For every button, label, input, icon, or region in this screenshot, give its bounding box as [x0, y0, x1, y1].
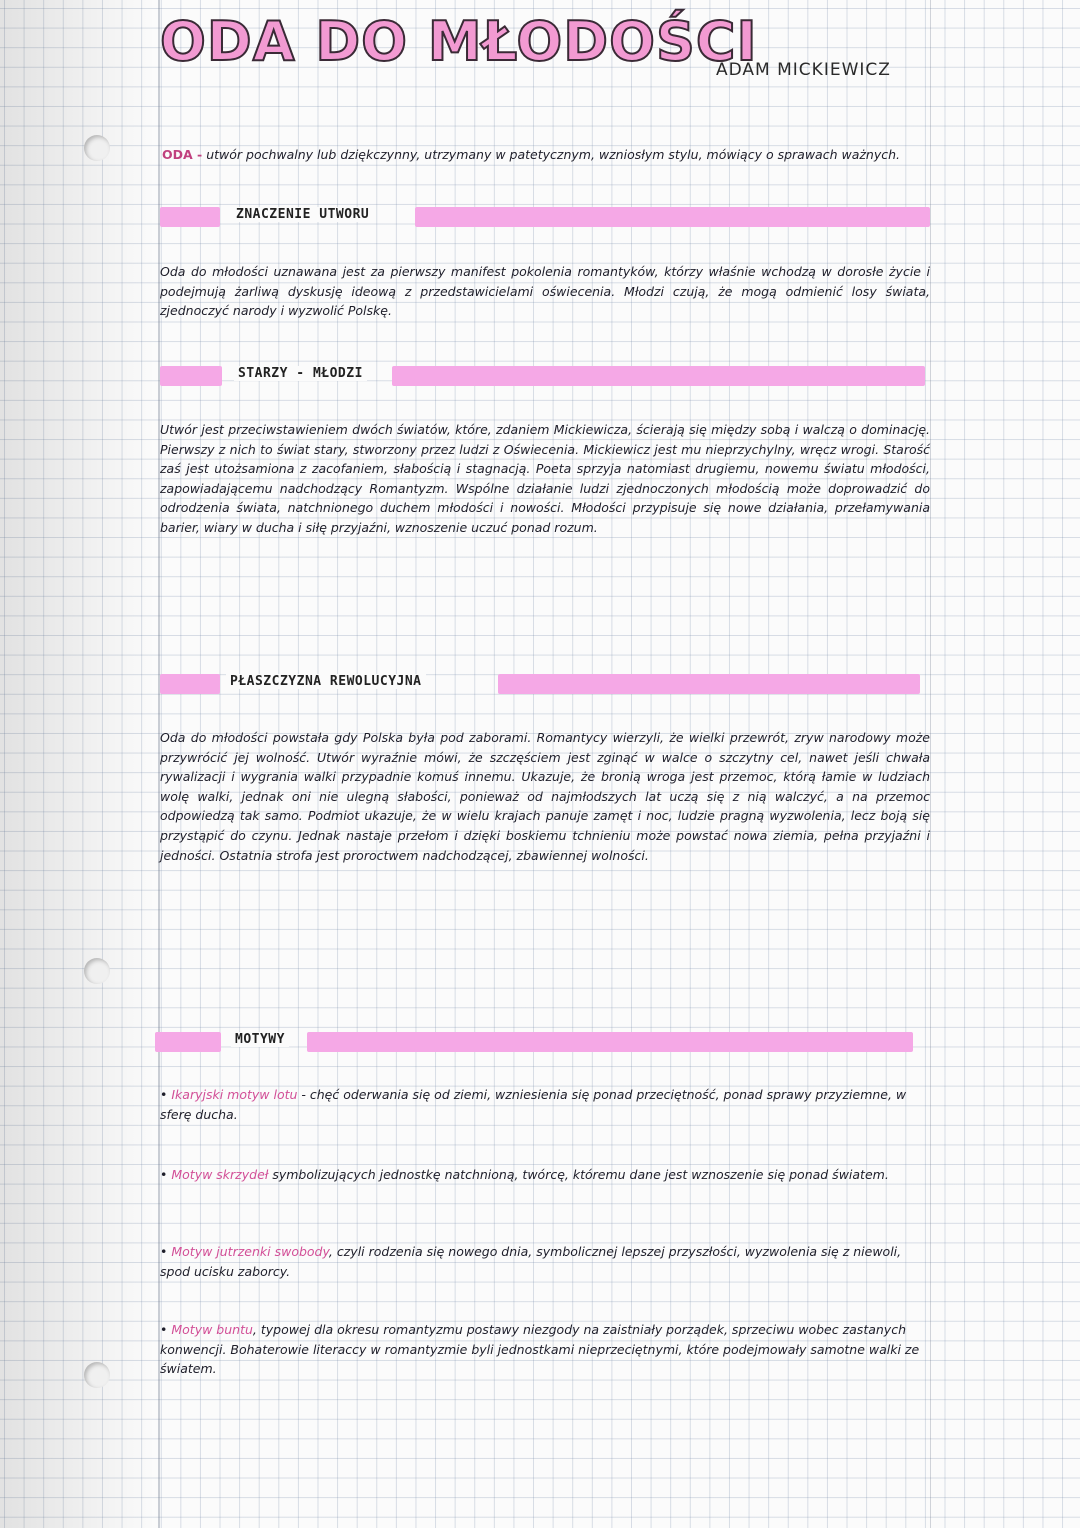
section-text: Oda do młodości uznawana jest za pierwszy manifest pokolenia romantyków, którzy właśnie wchodzą w dorosłe życie i podejmują żarliwą dyskusję ideową z przedstawicielami oświecenia. Młodzi czują, że mogą odmienić losy świata, zjednoczyć narody i wyzwolić Polskę. — [160, 264, 930, 319]
list-item: • Motyw buntu, typowej dla okresu romantyzmu postawy niezgody na zaistniały porządek, sprzeciwu wobec zastanych konwencji. Bohaterowie literaccy w romantyzmie byli jednostkami nieprzeciętnymi, które podejmowały samotne walki ze światem. — [160, 1322, 920, 1377]
highlight-bar — [155, 1032, 221, 1052]
right-margin-line — [930, 0, 931, 1528]
highlight-bar — [415, 207, 930, 227]
list-item: • Motyw jutrzenki swobody, czyli rodzenia się nowego dnia, symbolicznej lepszej przyszłości, wyzwolenia się z niewoli, spod ucisku zaborcy. — [160, 1244, 902, 1279]
section-text: Oda do młodości powstała gdy Polska była pod zaborami. Romantycy wierzyli, że wielki przewrót, zryw narodowy może przywrócić jej wolność. Utwór wyraźnie mówi, że szczęściem jest zginąć w walce o szczytny cel, nawet jeśli chwała rywalizacji i wygrania walki przypadnie komuś innemu. Ukazuje, że bronią wroga jest przemoc, którą łamie w ludziach wolę walki, jednak oni nie ulegną słabości, ponieważ od najmłodszych lat uczą się z nią walczyć, a na przemoc odpowiedzą tak samo. Podmiot ukazuje, że w wielu krajach panuje zamęt i noc, ludzie pragną wyzwolenia, lecz boją się przystąpić do czynu. Jednak nastaje przełom i dzięki boskiemu tchnieniu może powstać nowa ziemia, pełna przyjaźni i jedności. Ostatnia strofa jest proroctwem nadchodzącej, zbawiennej wolności. — [160, 730, 930, 863]
binder-hole — [84, 958, 110, 984]
section-title: MOTYWY — [231, 1032, 289, 1047]
motif-text: , typowej dla okresu romantyzmu postawy niezgody na zaistniały porządek, sprzeciwu wobec zastanych konwencji. Bohaterowie literaccy w romantyzmie byli jednostkami nieprzeciętnymi, które podejmowały samotne walki ze światem. — [160, 1322, 920, 1377]
binder-hole — [84, 135, 110, 161]
section-text: Utwór jest przeciwstawieniem dwóch światów, które, zdaniem Mickiewicza, ścierają się między sobą i walczą o dominację. Pierwszy z nich to świat stary, stworzony przez ludzi z Oświecenia. Mickiewicz jest mu nieprzychylny, wręcz wrogi. Starość zaś jest utożsamiona z zacofaniem, słabością i stagnacją. Poeta sprzyja natomiast drugiemu, nowemu światu młodości, zapowiadającemu nadchodzący Romantyzm. Wspólne działanie ludzi zjednoczonych młodością może doprowadzić do odrodzenia świata, natchnionego duchem młodości i nowości. Młodości przypisuje się nowe działania, przełamywania barier, wiary w ducha i siłę przyjaźni, wznoszenie uczuć ponad rozum. — [160, 422, 930, 535]
page-title: ODA DO MŁODOŚCI — [160, 10, 758, 73]
motif-name: Motyw jutrzenki swobody — [171, 1244, 329, 1259]
highlight-bar — [160, 674, 220, 694]
highlight-bar — [498, 674, 920, 694]
section-title: STARZY - MŁODZI — [234, 366, 367, 381]
section-title: PŁASZCZYZNA REWOLUCYJNA — [226, 674, 426, 689]
list-item: • Motyw skrzydeł symbolizujących jednostkę natchnioną, twórcę, któremu dane jest wznoszenie się ponad światem. — [160, 1167, 889, 1182]
highlight-bar — [160, 207, 220, 227]
highlight-bar — [307, 1032, 913, 1052]
motif-text: symbolizujących jednostkę natchnioną, twórcę, któremu dane jest wznoszenie się ponad światem. — [268, 1167, 889, 1182]
definition-text: utwór pochwalny lub dziękczynny, utrzymany w patetycznym, wzniosłym stylu, mówiący o sprawach ważnych. — [206, 147, 901, 162]
page-shadow — [0, 0, 155, 1528]
motif-name: Ikaryjski motyw lotu — [171, 1087, 298, 1102]
section-heading — [160, 364, 925, 386]
motif-name: Motyw buntu — [171, 1322, 253, 1337]
highlight-bar — [392, 366, 925, 386]
motif-name: Motyw skrzydeł — [171, 1167, 269, 1182]
definition-term: ODA - — [162, 147, 203, 162]
list-item: • Ikaryjski motyw lotu - chęć oderwania się od ziemi, wzniesienia się ponad przeciętność, ponad sprawy przyziemne, w sferę ducha. — [160, 1087, 907, 1122]
section-heading — [155, 1030, 913, 1052]
section-heading — [160, 205, 930, 227]
author-name: ADAM MICKIEWICZ — [716, 60, 891, 80]
motif-text: - chęć oderwania się od ziemi, wzniesienia się ponad przeciętność, ponad sprawy przyziemne, w sferę ducha. — [160, 1087, 907, 1122]
definition — [162, 145, 932, 165]
section-title: ZNACZENIE UTWORU — [232, 207, 373, 222]
section-heading — [160, 672, 920, 694]
motif-text: , czyli rodzenia się nowego dnia, symbolicznej lepszej przyszłości, wyzwolenia się z niewoli, spod ucisku zaborcy. — [160, 1244, 902, 1279]
highlight-bar — [160, 366, 222, 386]
binder-hole — [84, 1362, 110, 1388]
